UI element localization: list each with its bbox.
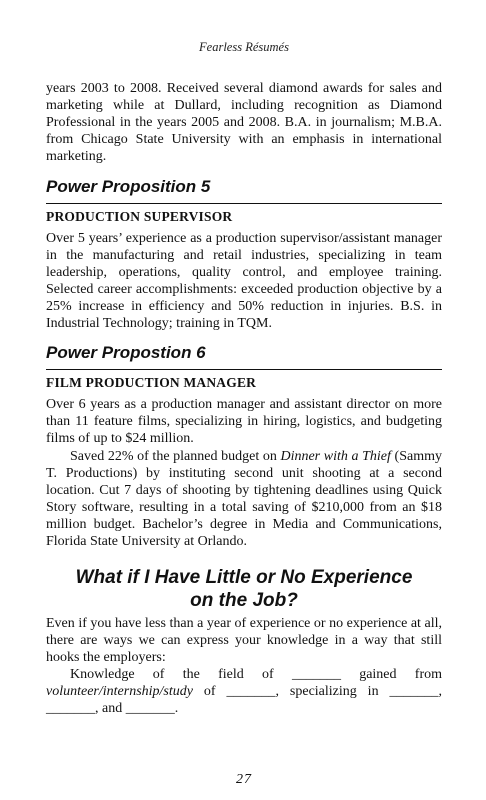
power-proposition-6-heading: Power Propostion 6 — [46, 343, 206, 362]
intro-paragraph: years 2003 to 2008. Received several diamond awards for sales and marketing while at Dullard, including recognition as Diamond Professional in the years 2005 and 2008. B.A. in journalism; M.B.A. from Chicago State University with an emphasis in international marketing. — [46, 81, 442, 164]
text-span: Saved 22% of the planned budget on — [70, 449, 281, 464]
proposition-6-text-continued — [46, 448, 442, 550]
text-span: (Sammy T. Productions) by instituting second unit shooting at a second location. Cut 7 days of shooting by tightening deadlines using Quick Story software, resulting in a total saving of $210,000 from an $18 million budget. Bachelor’s degree in Media and Communications, Florida State University at Orlando. — [46, 449, 442, 549]
divider-rule — [46, 369, 442, 370]
page-number: 27 — [236, 772, 252, 787]
divider-rule — [46, 203, 442, 204]
heading-line: What if I Have Little or No Experience — [75, 567, 413, 588]
heading-line: on the Job? — [190, 590, 298, 611]
running-head: Fearless Résumés — [199, 40, 289, 54]
text-span: Knowledge of the field of _______ gained from — [70, 667, 442, 682]
job-title-film-production-manager: FILM PRODUCTION MANAGER — [46, 375, 257, 390]
proposition-6-text: Over 6 years as a production manager and assistant director on more than 11 feature films, specializing in hiring, logistics, and budgeting films of up to $24 million. — [46, 397, 442, 446]
experience-template — [46, 666, 442, 717]
text-span: of _______, specializing in _______, _______, and _______. — [46, 684, 442, 716]
experience-heading — [46, 566, 442, 612]
italic-phrase: volunteer/internship/study — [46, 684, 193, 699]
proposition-5-text: Over 5 years’ experience as a production supervisor/assistant manager in the manufacturing and retail industries, specializing in team leadership, operations, quality control, and employee training. Selected career accomplishments: exceeded production objective by a 25% increase in efficiency and 50% reduction in injuries. B.S. in Industrial Technology; training in TQM. — [46, 231, 442, 331]
power-proposition-5-heading: Power Proposition 5 — [46, 177, 211, 196]
experience-text: Even if you have less than a year of experience or no experience at all, there are ways we can express your knowledge in a way that still hooks the employers: — [46, 616, 442, 665]
job-title-production-supervisor: PRODUCTION SUPERVISOR — [46, 209, 233, 224]
film-title: Dinner with a Thief — [280, 449, 391, 464]
